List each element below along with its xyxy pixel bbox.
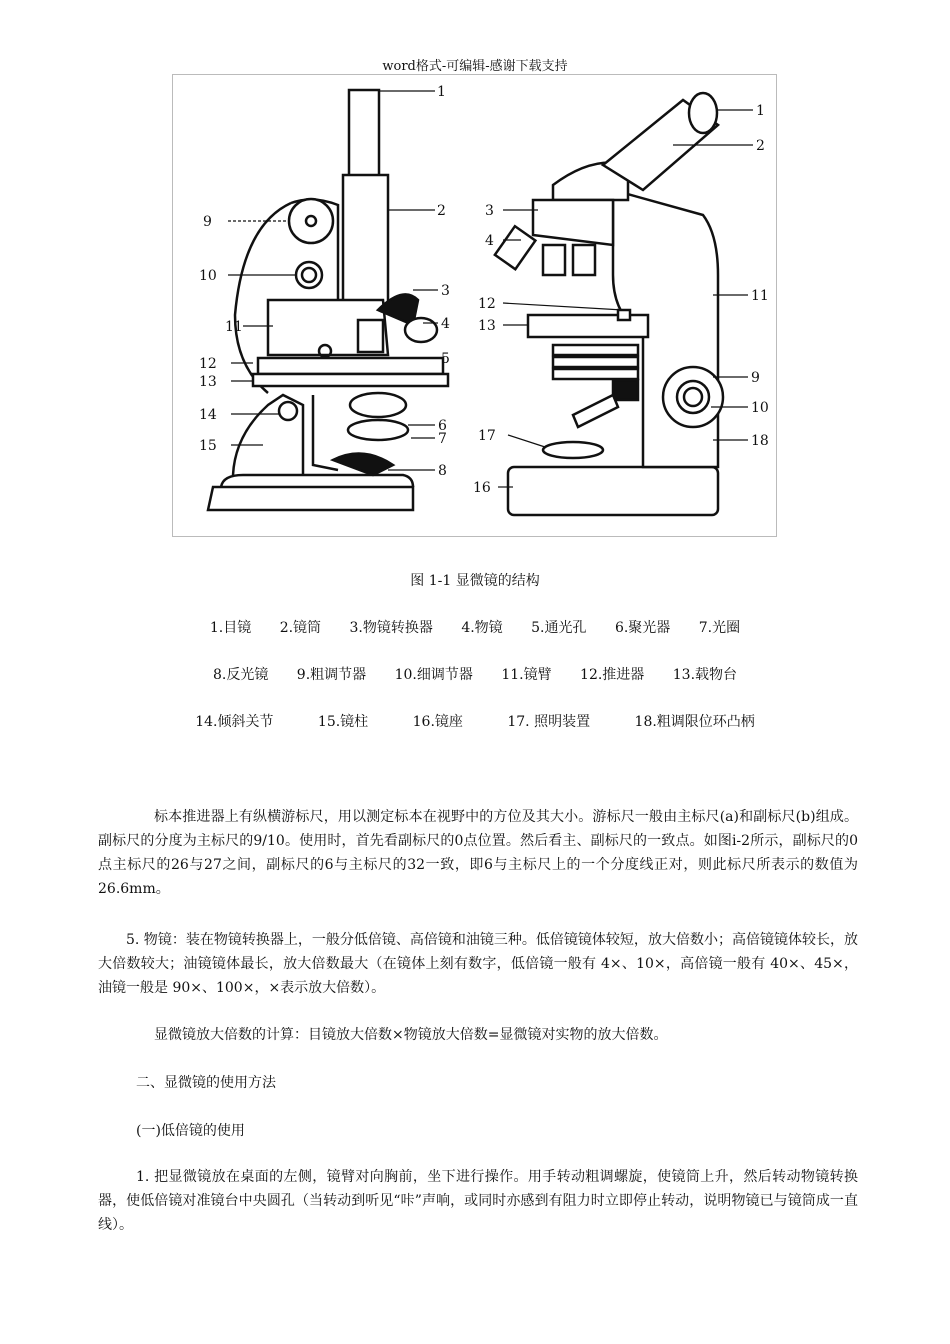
figure-label: 8 bbox=[438, 463, 447, 479]
legend-item: 16.镜座 bbox=[412, 714, 463, 730]
figure-label: 2 bbox=[756, 138, 765, 154]
figure-label: 1 bbox=[437, 84, 446, 100]
legend-item: 11.镜臂 bbox=[501, 667, 552, 683]
paragraph-magnification: 显微镜放大倍数的计算：目镜放大倍数×物镜放大倍数=显微镜对实物的放大倍数。 bbox=[154, 1027, 668, 1043]
figure-label: 10 bbox=[199, 268, 217, 284]
legend-item: 15.镜柱 bbox=[317, 714, 369, 730]
left-microscope-drawing bbox=[208, 90, 448, 510]
figure-label: 2 bbox=[437, 203, 446, 219]
legend-item: 1.目镜 bbox=[209, 620, 252, 636]
legend-item: 3.物镜转换器 bbox=[349, 620, 433, 636]
legend-item: 4.物镜 bbox=[461, 620, 503, 636]
legend-row-2 bbox=[0, 664, 950, 684]
legend-row-1 bbox=[0, 617, 950, 637]
figure-label: 17 bbox=[478, 428, 496, 444]
legend-item: 7.光圈 bbox=[698, 620, 741, 636]
legend-item: 12.推进器 bbox=[580, 667, 645, 683]
figure-label: 5 bbox=[441, 351, 450, 367]
legend-item: 17. 照明装置 bbox=[507, 714, 591, 730]
figure-label: 10 bbox=[751, 400, 769, 416]
left-figure-labels bbox=[199, 84, 450, 479]
section-heading: 二、显微镜的使用方法 bbox=[136, 1075, 276, 1091]
figure-label: 3 bbox=[485, 203, 494, 219]
figure-label: 13 bbox=[478, 318, 496, 334]
figure-label: 6 bbox=[438, 418, 447, 434]
subsection-heading: (一)低倍镜的使用 bbox=[136, 1123, 245, 1139]
page-header: word格式-可编辑-感谢下载支持 bbox=[382, 59, 568, 74]
figure-label: 11 bbox=[225, 319, 243, 335]
microscope-figure bbox=[172, 74, 777, 537]
paragraph-objective: 5. 物镜：装在物镜转换器上，一般分低倍镜、高倍镜和油镜三种。低倍镜镜体较短，放大倍数小；高倍镜镜体较长，放大倍数较大；油镜镜体最长，放大倍数最大（在镜体上刻有数字，低倍镜一般有 4×、10×，高倍镜一般有 40×、45×，油镜一般是 90×、100×，×表示放大倍数）。 bbox=[98, 932, 858, 996]
legend-item: 18.粗调限位环凸柄 bbox=[634, 714, 755, 730]
figure-label: 14 bbox=[199, 407, 217, 423]
figure-label: 4 bbox=[441, 316, 450, 332]
figure-label: 18 bbox=[751, 433, 769, 449]
legend-item: 2.镜筒 bbox=[279, 620, 322, 636]
figure-caption: 图 1-1 显微镜的结构 bbox=[410, 573, 540, 589]
figure-label: 11 bbox=[751, 288, 769, 304]
paragraph-step-1: 1. 把显微镜放在桌面的左侧，镜臂对向胸前，坐下进行操作。用手转动粗调螺旋，使镜筒上升，然后转动物镜转换器，使低倍镜对准镜台中央圆孔（当转动到听见“咔”声响，或同时亦感到有阻力时立即停止转动，说明物镜已与镜筒成一直线）。 bbox=[98, 1169, 858, 1233]
legend-item: 14.倾斜关节 bbox=[195, 714, 274, 730]
legend-row-3 bbox=[0, 711, 950, 731]
figure-label: 9 bbox=[203, 214, 212, 230]
paragraph-vernier: 标本推进器上有纵横游标尺，用以测定标本在视野中的方位及其大小。游标尺一般由主标尺(a)和副标尺(b)组成。副标尺的分度为主标尺的9/10。使用时，首先看副标尺的0点位置。然后看主、副标尺的一致点。如图i-2所示，副标尺的0点主标尺的26与27之间，副标尺的6与主标尺的32一致，即6与主标尺上的一个分度线正对，则此标尺所表示的数值为26.6mm。 bbox=[98, 809, 858, 897]
legend-item: 5.通光孔 bbox=[531, 620, 587, 636]
legend-item: 10.细调节器 bbox=[394, 667, 473, 683]
figure-label: 9 bbox=[751, 370, 760, 386]
figure-label: 16 bbox=[473, 480, 491, 496]
figure-label: 12 bbox=[199, 356, 217, 372]
figure-label: 7 bbox=[438, 431, 447, 447]
legend-item: 9.粗调节器 bbox=[296, 667, 367, 683]
legend-item: 6.聚光器 bbox=[614, 620, 671, 636]
figure-label: 12 bbox=[478, 296, 496, 312]
figure-label: 1 bbox=[756, 103, 765, 119]
figure-label: 4 bbox=[485, 233, 494, 249]
legend-item: 8.反光镜 bbox=[212, 667, 269, 683]
figure-label: 3 bbox=[441, 283, 450, 299]
figure-label: 15 bbox=[199, 438, 217, 454]
legend-item: 13.载物台 bbox=[672, 667, 738, 683]
figure-label: 13 bbox=[199, 374, 217, 390]
